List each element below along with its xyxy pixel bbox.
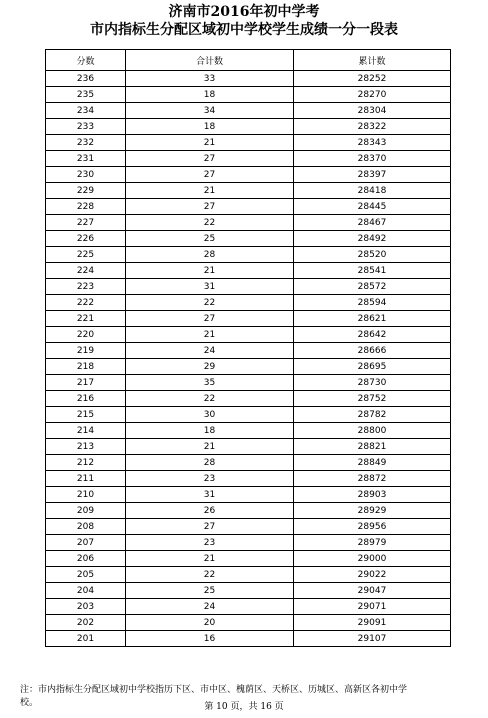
cell-count: 25 — [126, 583, 294, 599]
cell-cumulative: 28418 — [294, 183, 451, 199]
cell-count: 28 — [126, 247, 294, 263]
table-row — [46, 503, 451, 519]
table-row — [46, 183, 451, 199]
cell-cumulative: 28849 — [294, 455, 451, 471]
table-row — [46, 615, 451, 631]
cell-score: 225 — [46, 247, 126, 263]
cell-cumulative: 28572 — [294, 279, 451, 295]
table-row — [46, 391, 451, 407]
table-row — [46, 119, 451, 135]
cell-cumulative: 28979 — [294, 535, 451, 551]
table-row — [46, 343, 451, 359]
cell-score: 224 — [46, 263, 126, 279]
cell-score: 216 — [46, 391, 126, 407]
cell-count: 23 — [126, 535, 294, 551]
cell-cumulative: 28343 — [294, 135, 451, 151]
cell-count: 26 — [126, 503, 294, 519]
cell-count: 34 — [126, 103, 294, 119]
cell-score: 223 — [46, 279, 126, 295]
table-row — [46, 279, 451, 295]
cell-score: 233 — [46, 119, 126, 135]
cell-score: 231 — [46, 151, 126, 167]
cell-score: 221 — [46, 311, 126, 327]
table-row — [46, 567, 451, 583]
cell-cumulative: 28621 — [294, 311, 451, 327]
document-subtitle: 市内指标生分配区域初中学校学生成绩一分一段表 — [90, 22, 398, 38]
cell-score: 212 — [46, 455, 126, 471]
cell-count: 27 — [126, 199, 294, 215]
cell-cumulative: 29107 — [294, 631, 451, 647]
cell-count: 18 — [126, 87, 294, 103]
cell-count: 27 — [126, 151, 294, 167]
table-row — [46, 311, 451, 327]
cell-count: 22 — [126, 215, 294, 231]
cell-score: 222 — [46, 295, 126, 311]
cell-count: 22 — [126, 567, 294, 583]
table-row — [46, 535, 451, 551]
cell-count: 24 — [126, 599, 294, 615]
cell-score: 227 — [46, 215, 126, 231]
header-count: 合计数 — [126, 50, 294, 71]
table-row — [46, 87, 451, 103]
cell-score: 207 — [46, 535, 126, 551]
cell-score: 229 — [46, 183, 126, 199]
cell-cumulative: 29091 — [294, 615, 451, 631]
cell-cumulative: 28370 — [294, 151, 451, 167]
cell-score: 201 — [46, 631, 126, 647]
cell-score: 204 — [46, 583, 126, 599]
cell-cumulative: 28304 — [294, 103, 451, 119]
cell-count: 21 — [126, 263, 294, 279]
table-row — [46, 327, 451, 343]
cell-score: 210 — [46, 487, 126, 503]
cell-cumulative: 28752 — [294, 391, 451, 407]
table-row — [46, 455, 451, 471]
table-row — [46, 599, 451, 615]
header-score: 分数 — [46, 50, 126, 71]
cell-cumulative: 28956 — [294, 519, 451, 535]
table-row — [46, 295, 451, 311]
table-row — [46, 103, 451, 119]
page-number: 第 10 页，共 16 页 — [204, 702, 284, 712]
cell-cumulative: 28929 — [294, 503, 451, 519]
cell-count: 27 — [126, 167, 294, 183]
cell-score: 211 — [46, 471, 126, 487]
cell-score: 219 — [46, 343, 126, 359]
header-cumulative: 累计数 — [294, 50, 451, 71]
cell-count: 18 — [126, 423, 294, 439]
cell-cumulative: 28492 — [294, 231, 451, 247]
table-row — [46, 487, 451, 503]
document-title: 济南市2016年初中学考 — [168, 4, 320, 20]
table-row — [46, 359, 451, 375]
cell-score: 228 — [46, 199, 126, 215]
table-row — [46, 231, 451, 247]
cell-count: 21 — [126, 183, 294, 199]
cell-score: 214 — [46, 423, 126, 439]
cell-cumulative: 29000 — [294, 551, 451, 567]
table-row — [46, 215, 451, 231]
cell-cumulative: 28445 — [294, 199, 451, 215]
cell-cumulative: 28594 — [294, 295, 451, 311]
cell-count: 33 — [126, 71, 294, 87]
table-row — [46, 439, 451, 455]
cell-score: 230 — [46, 167, 126, 183]
cell-cumulative: 28270 — [294, 87, 451, 103]
footnote-line2: 校。 — [20, 698, 39, 708]
cell-score: 213 — [46, 439, 126, 455]
cell-count: 35 — [126, 375, 294, 391]
cell-cumulative: 28800 — [294, 423, 451, 439]
cell-count: 25 — [126, 231, 294, 247]
cell-count: 27 — [126, 311, 294, 327]
table-row — [46, 151, 451, 167]
table-row — [46, 423, 451, 439]
cell-cumulative: 28252 — [294, 71, 451, 87]
cell-count: 21 — [126, 439, 294, 455]
cell-count: 22 — [126, 391, 294, 407]
cell-cumulative: 28666 — [294, 343, 451, 359]
cell-count: 23 — [126, 471, 294, 487]
cell-score: 202 — [46, 615, 126, 631]
cell-cumulative: 28467 — [294, 215, 451, 231]
cell-score: 215 — [46, 407, 126, 423]
table-row — [46, 551, 451, 567]
table-row — [46, 407, 451, 423]
cell-cumulative: 28782 — [294, 407, 451, 423]
score-distribution-table — [45, 49, 451, 647]
cell-count: 31 — [126, 279, 294, 295]
table-row — [46, 71, 451, 87]
cell-cumulative: 29071 — [294, 599, 451, 615]
cell-count: 16 — [126, 631, 294, 647]
cell-score: 236 — [46, 71, 126, 87]
cell-count: 21 — [126, 551, 294, 567]
cell-score: 220 — [46, 327, 126, 343]
cell-score: 206 — [46, 551, 126, 567]
cell-cumulative: 28520 — [294, 247, 451, 263]
cell-score: 235 — [46, 87, 126, 103]
cell-score: 209 — [46, 503, 126, 519]
cell-count: 31 — [126, 487, 294, 503]
cell-score: 208 — [46, 519, 126, 535]
cell-count: 18 — [126, 119, 294, 135]
cell-cumulative: 28541 — [294, 263, 451, 279]
cell-score: 205 — [46, 567, 126, 583]
cell-cumulative: 28903 — [294, 487, 451, 503]
table-row — [46, 471, 451, 487]
cell-cumulative: 28730 — [294, 375, 451, 391]
table-row — [46, 375, 451, 391]
cell-count: 30 — [126, 407, 294, 423]
footnote-line1: 注：市内指标生分配区域初中学校指历下区、市中区、槐荫区、天桥区、历城区、高新区各初中学 — [20, 685, 408, 695]
cell-score: 218 — [46, 359, 126, 375]
cell-count: 20 — [126, 615, 294, 631]
table-row — [46, 247, 451, 263]
table-row — [46, 519, 451, 535]
table-row — [46, 135, 451, 151]
cell-cumulative: 28872 — [294, 471, 451, 487]
cell-count: 24 — [126, 343, 294, 359]
table-header-row — [46, 50, 451, 71]
cell-count: 29 — [126, 359, 294, 375]
cell-count: 22 — [126, 295, 294, 311]
cell-cumulative: 28397 — [294, 167, 451, 183]
cell-score: 226 — [46, 231, 126, 247]
cell-count: 28 — [126, 455, 294, 471]
table-row — [46, 631, 451, 647]
cell-score: 232 — [46, 135, 126, 151]
cell-cumulative: 28695 — [294, 359, 451, 375]
table-row — [46, 199, 451, 215]
table-row — [46, 263, 451, 279]
cell-cumulative: 28642 — [294, 327, 451, 343]
cell-cumulative: 28322 — [294, 119, 451, 135]
cell-score: 217 — [46, 375, 126, 391]
cell-score: 234 — [46, 103, 126, 119]
cell-count: 27 — [126, 519, 294, 535]
table-body — [46, 71, 451, 647]
table-row — [46, 583, 451, 599]
table-row — [46, 167, 451, 183]
cell-cumulative: 29022 — [294, 567, 451, 583]
cell-cumulative: 29047 — [294, 583, 451, 599]
cell-count: 21 — [126, 135, 294, 151]
cell-count: 21 — [126, 327, 294, 343]
cell-score: 203 — [46, 599, 126, 615]
cell-cumulative: 28821 — [294, 439, 451, 455]
